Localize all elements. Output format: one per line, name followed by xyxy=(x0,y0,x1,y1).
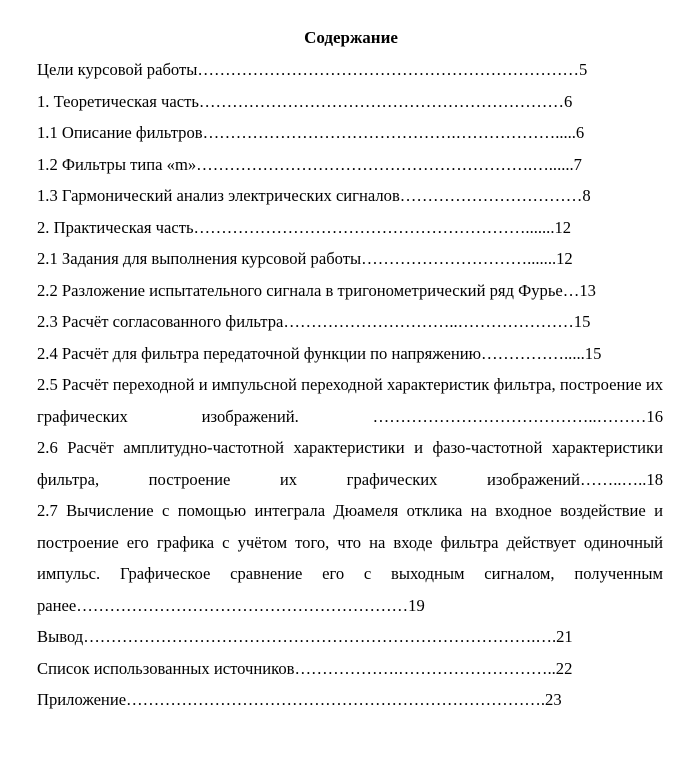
toc-entry-2-4: 2.4 Расчёт для фильтра передаточной функции по напряжению…………….....15 xyxy=(37,344,602,363)
toc-entry-2-6: 2.6 Расчёт амплитудно-частотной характеристики и фазо-частотной характеристики фильтра, построение их графических изображений……..…..18 xyxy=(37,438,663,489)
toc-entry-appendix: Приложение………………………………………………………………….23 xyxy=(37,690,562,709)
toc-entry-2-7: 2.7 Вычисление с помощью интеграла Дюамеля отклика на входное воздействие и построение его графика с учётом того, что на входе фильтра действует одиночный импульс. Графическое сравнение его с выходным сигналом, полученным ранее……………………………………………………19 xyxy=(37,501,663,615)
toc-entry-1-2: 1.2 Фильтры типа «m»…………………………………………………….…......7 xyxy=(37,155,582,174)
toc-entry-2-3: 2.3 Расчёт согласованного фильтра…………………………..…………………15 xyxy=(37,312,591,331)
toc-entry-references: Список использованных источников……………….………………………..22 xyxy=(37,659,573,678)
toc-entry-2-5: 2.5 Расчёт переходной и импульсной переходной характеристик фильтра, построение их графических изображений. …………………………………..………16 xyxy=(37,375,663,426)
toc-entry-2-2: 2.2 Разложение испытательного сигнала в тригонометрический ряд Фурье…13 xyxy=(37,281,596,300)
toc-entry-2: 2. Практическая часть…………………………………………………….......12 xyxy=(37,218,572,237)
toc-entry-1-1: 1.1 Описание фильтров……………………………………….……………….....6 xyxy=(37,123,585,142)
toc-entry-2-1: 2.1 Задания для выполнения курсовой работы………………………….......12 xyxy=(37,249,573,268)
toc-entry-1: 1. Теоретическая часть…………………………………………………………6 xyxy=(37,92,573,111)
toc-entry-goals: Цели курсовой работы……………………………………………………………5 xyxy=(37,60,588,79)
toc-entry-conclusion: Вывод……………………………………………………………………….….21 xyxy=(37,627,573,646)
page-title: Содержание xyxy=(304,28,398,47)
toc-entry-1-3: 1.3 Гармонический анализ электрических сигналов……………………………8 xyxy=(37,186,591,205)
